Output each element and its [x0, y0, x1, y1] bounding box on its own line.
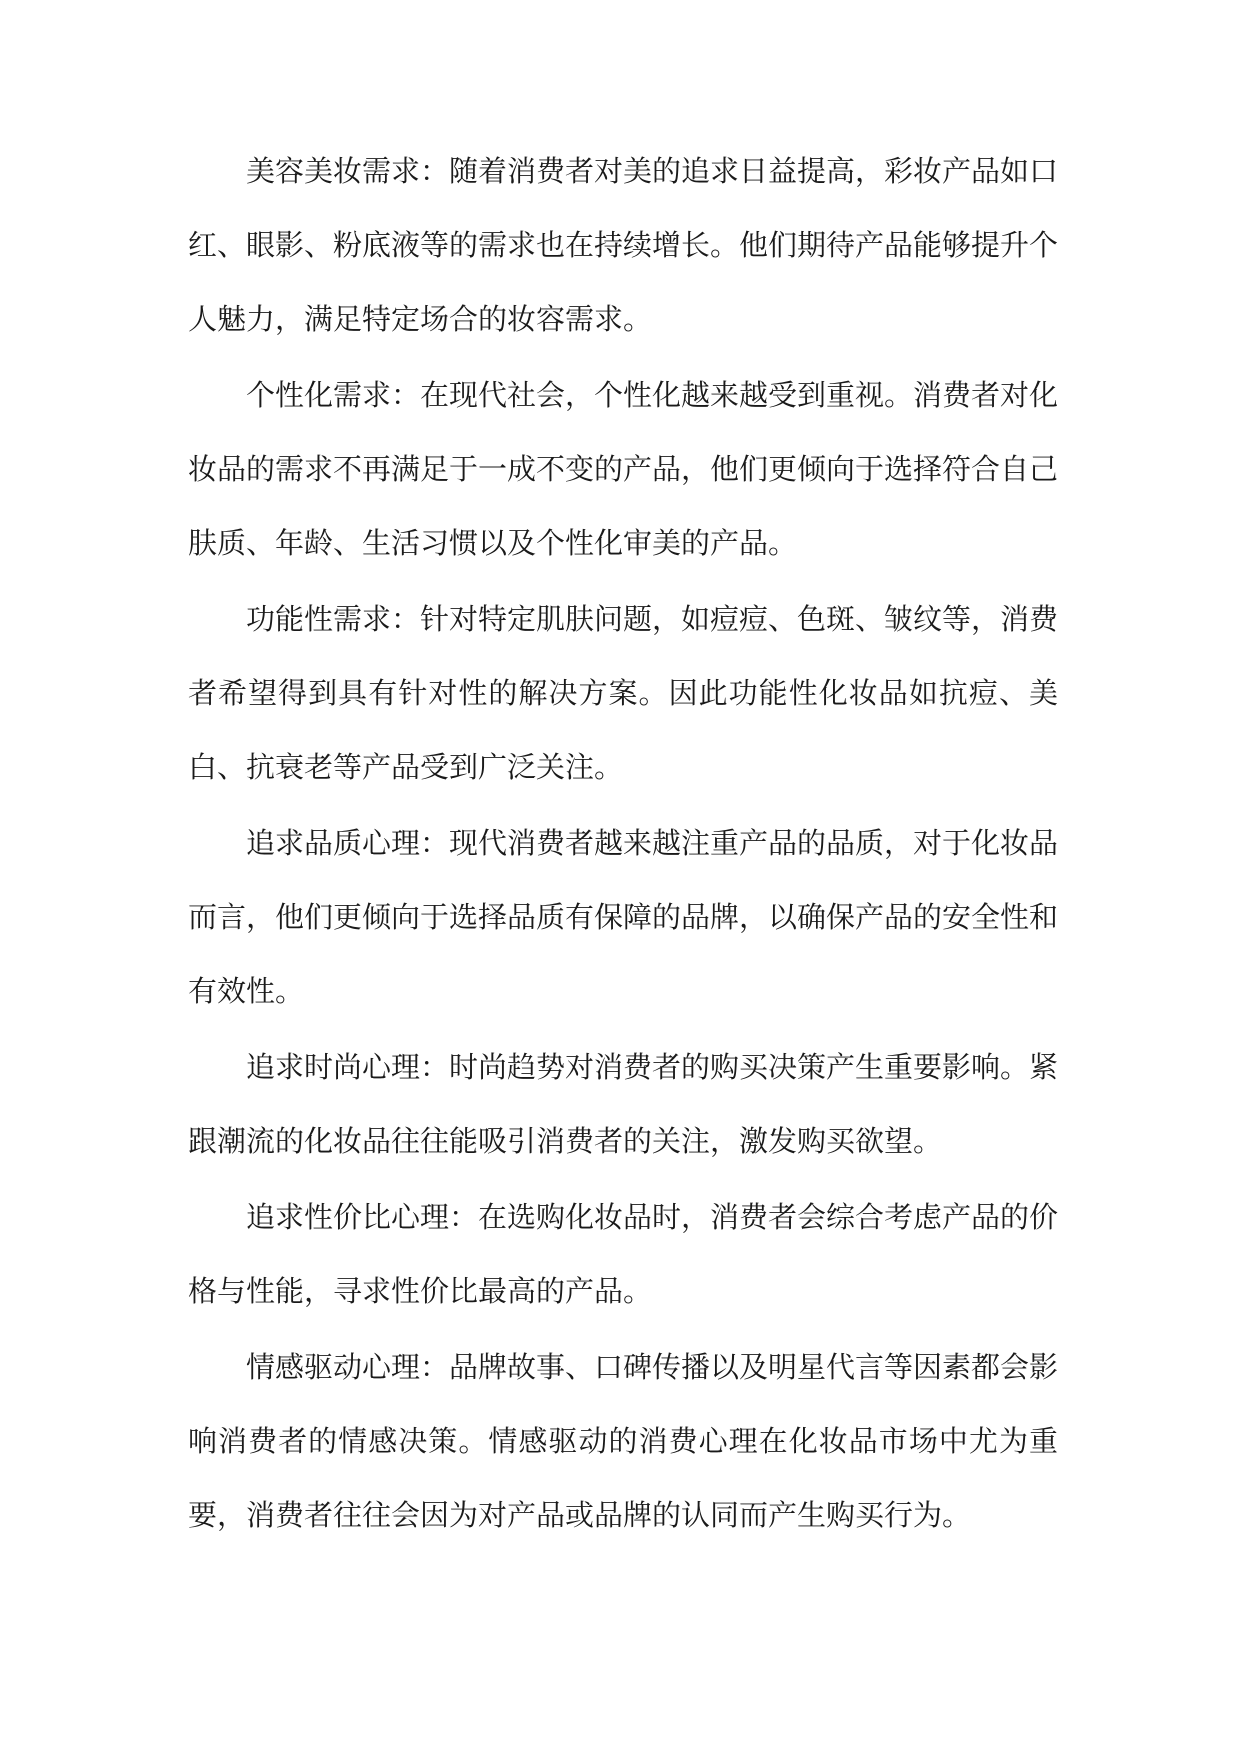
paragraph-beauty-makeup-demand: 美容美妆需求：随着消费者对美的追求日益提高，彩妆产品如口红、眼影、粉底液等的需求也在持续增长。他们期待产品能够提升个人魅力，满足特定场合的妆容需求。 [188, 154, 1059, 336]
paragraph-fashion-psychology: 追求时尚心理：时尚趋势对消费者的购买决策产生重要影响。紧跟潮流的化妆品往往能吸引消费者的关注，激发购买欲望。 [188, 1050, 1059, 1158]
document-page [188, 134, 1058, 1554]
paragraph-quality-psychology: 追求品质心理：现代消费者越来越注重产品的品质，对于化妆品而言，他们更倾向于选择品质有保障的品牌，以确保产品的安全性和有效性。 [188, 826, 1059, 1008]
paragraph-value-psychology: 追求性价比心理：在选购化妆品时，消费者会综合考虑产品的价格与性能，寻求性价比最高的产品。 [188, 1200, 1059, 1308]
paragraph-functional-demand: 功能性需求：针对特定肌肤问题，如痘痘、色斑、皱纹等，消费者希望得到具有针对性的解决方案。因此功能性化妆品如抗痘、美白、抗衰老等产品受到广泛关注。 [188, 602, 1059, 784]
paragraph-personalization-demand: 个性化需求：在现代社会，个性化越来越受到重视。消费者对化妆品的需求不再满足于一成不变的产品，他们更倾向于选择符合自己肤质、年龄、生活习惯以及个性化审美的产品。 [188, 378, 1059, 560]
paragraph-emotion-psychology: 情感驱动心理：品牌故事、口碑传播以及明星代言等因素都会影响消费者的情感决策。情感驱动的消费心理在化妆品市场中尤为重要，消费者往往会因为对产品或品牌的认同而产生购买行为。 [188, 1350, 1059, 1532]
